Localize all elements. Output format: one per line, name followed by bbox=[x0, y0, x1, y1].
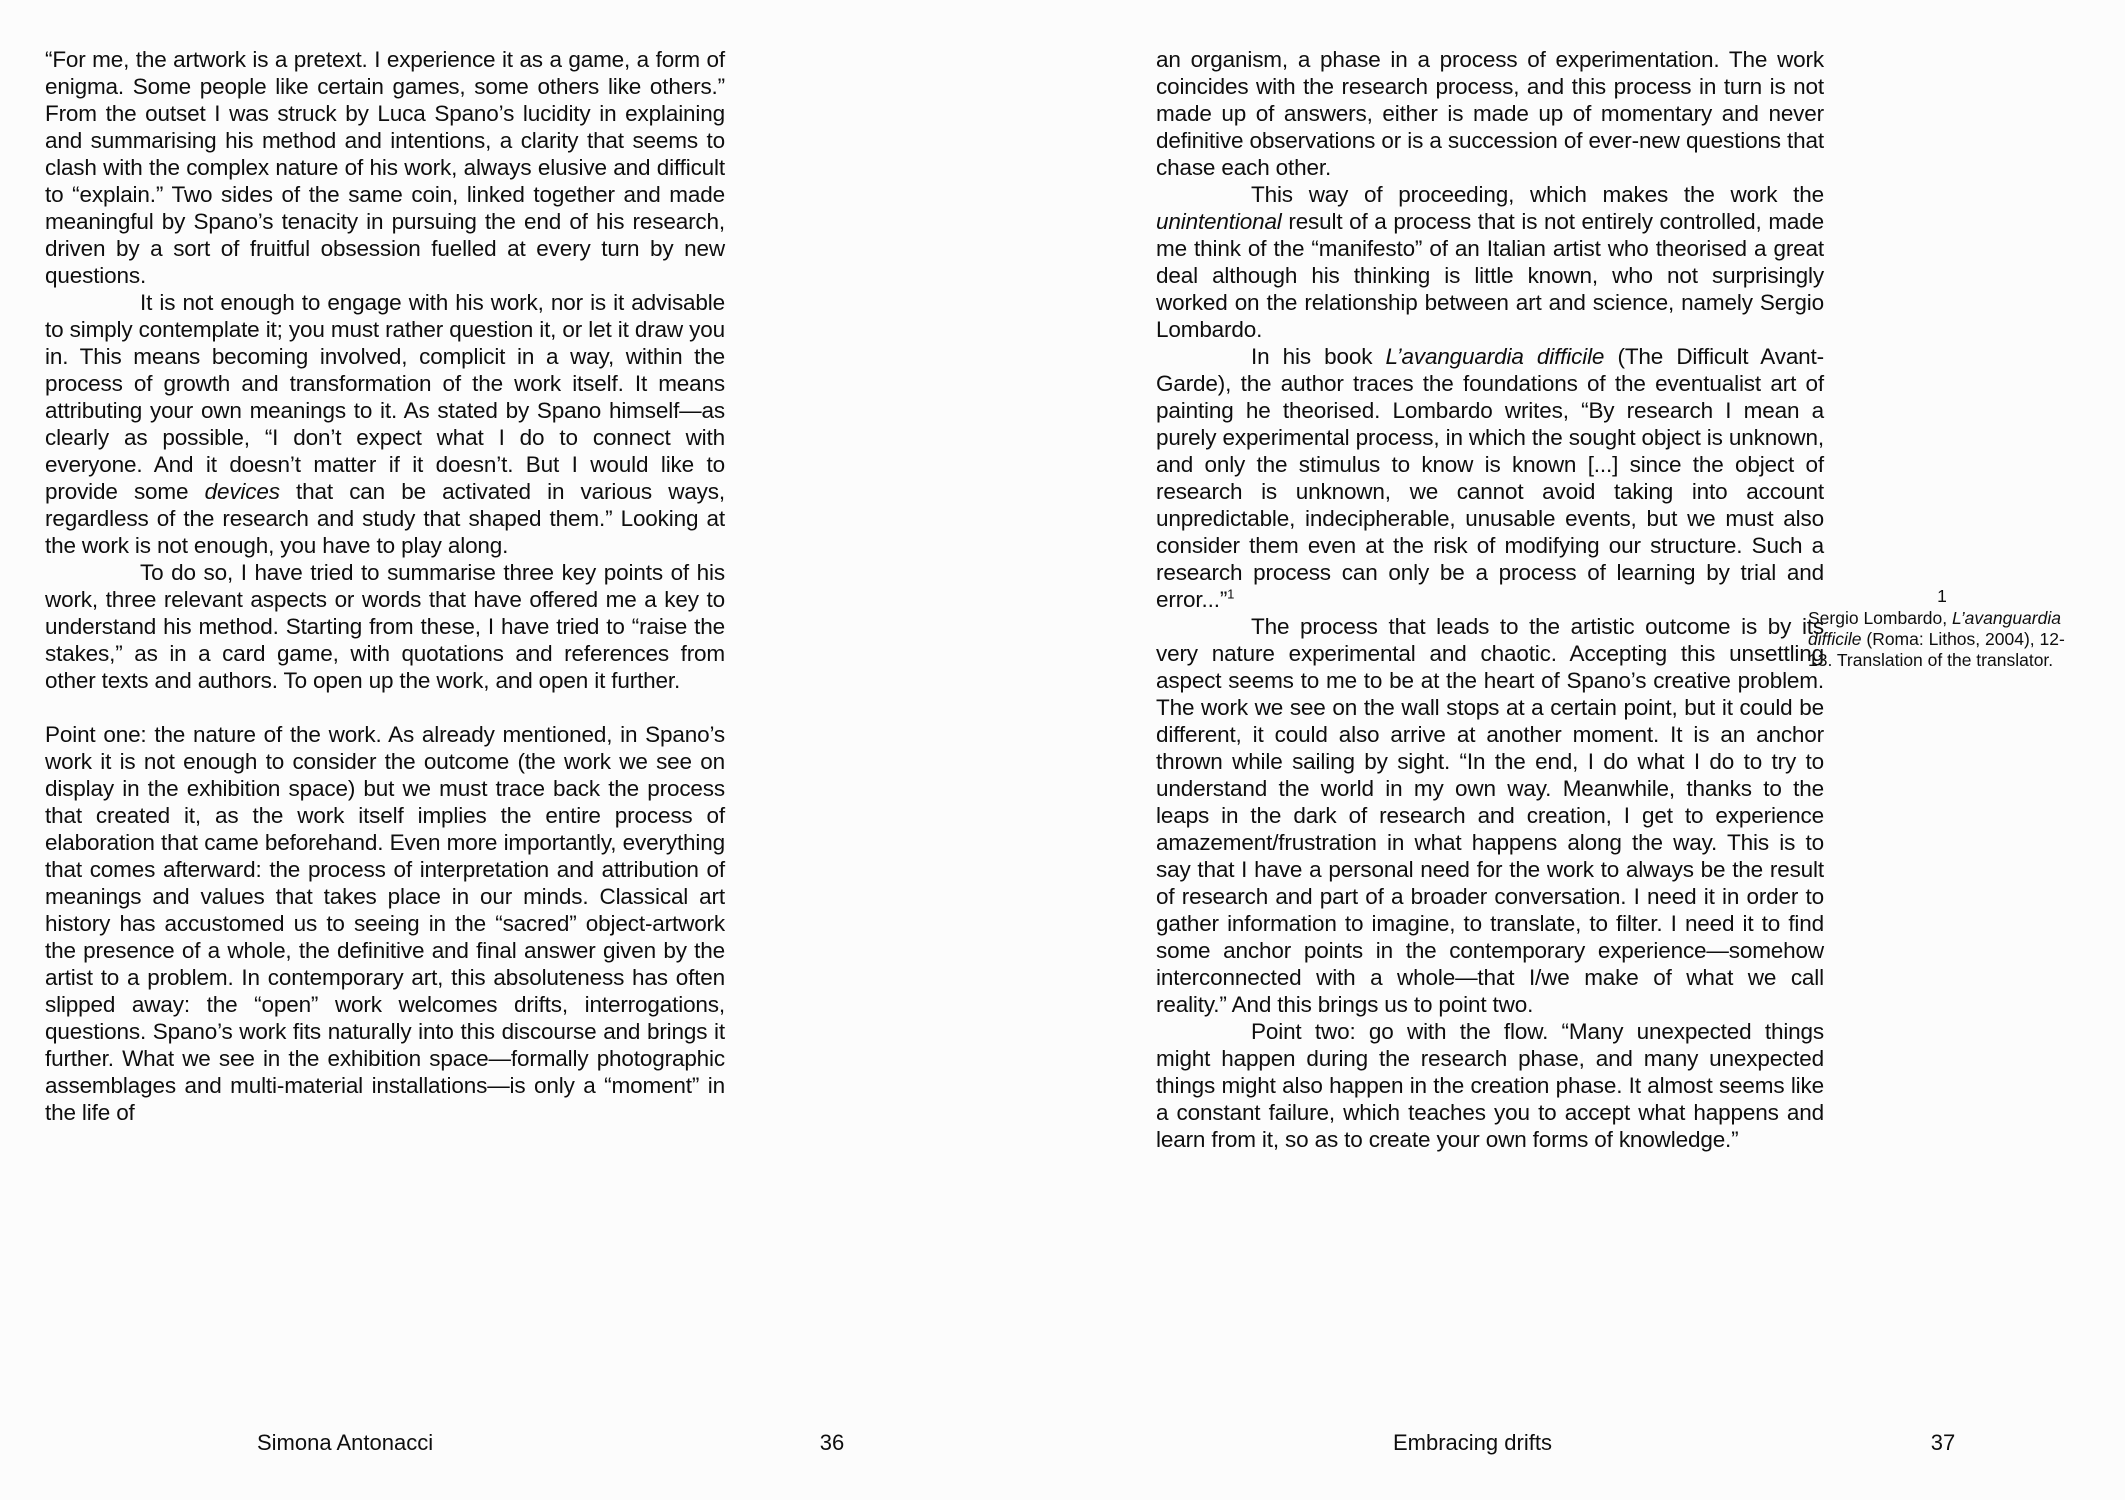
footnote-number: 1 bbox=[1937, 586, 1947, 606]
paragraph: “For me, the artwork is a pretext. I experience it as a game, a form of enigma. Some people like certain games, some others like others.” From the outset I was struck by Luca Spano’s lucidity in explaining and summarising his method and intentions, a clarity that seems to clash with the complex nature of his work, always elusive and difficult to “explain.” Two sides of the same coin, linked together and made meaningful by Spano’s tenacity in pursuing the end of his research, driven by a sort of fruitful obsession fuelled at every turn by new questions. bbox=[45, 47, 725, 288]
paragraph: To do so, I have tried to summarise three key points of his work, three relevant aspects or words that have offered me a key to understand his method. Starting from these, I have tried to “raise the stakes,” as in a card game, with quotations and references from other texts and authors. To open up the work, and open it further. bbox=[45, 560, 725, 693]
footer-page-number-left: 36 bbox=[819, 1430, 845, 1455]
paragraph: Point two: go with the flow. “Many unexpected things might happen during the research phase, and many unexpected things might also happen in the creation phase. It almost seems like a constant failure, which teaches you to accept what happens and learn from it, so as to create your own forms of knowledge.” bbox=[1156, 1019, 1824, 1152]
footer-title: Embracing drifts bbox=[1393, 1430, 1552, 1455]
paragraph: This way of proceeding, which makes the work the unintentional result of a process that is not entirely controlled, made me think of the “manifesto” of an Italian artist who theorised a great deal although his thinking is little known, who not surprisingly worked on the relationship between art and science, namely Sergio Lombardo. bbox=[1156, 182, 1824, 342]
paragraph: The process that leads to the artistic outcome is by its very nature experimental and chaotic. Accepting this unsettling aspect seems to me to be at the heart of Spano’s creative problem. The work we see on the wall stops at a certain point, but it could be different, it could also arrive at another moment. It is an anchor thrown while sailing by sight. “In the end, I do what I do to try to understand the world in my own way. Meanwhile, thanks to the leaps in the dark of research and creation, I get to experience amazement/frustration in what happens along the way. This is to say that I have a personal need for the work to always be the result of research and part of a broader conversation. I need it in order to gather information to imagine, to translate, to filter. I need it to find some anchor points in the contemporary experience—somehow interconnected with a whole—that I/we make of what we call reality.” And this brings us to point two. bbox=[1156, 614, 1824, 1017]
right-text-column bbox=[1156, 46, 1824, 1153]
paragraph: It is not enough to engage with his work, nor is it advisable to simply contemplate it; you must rather question it, or let it draw you in. This means becoming involved, complicit in a way, within the process of growth and transformation of the work itself. It means attributing your own meanings to it. As stated by Spano himself—as clearly as possible, “I don’t expect what I do to connect with everyone. And it doesn’t matter if it doesn’t. But I would like to provide some devices that can be activated in various ways, regardless of the research and study that shaped them.” Looking at the work is not enough, you have to play along. bbox=[45, 290, 725, 558]
footnote-text: Sergio Lombardo, L’avanguardia difficile (Roma: Lithos, 2004), 12-13. Translation of the translator. bbox=[1808, 608, 2065, 670]
paragraph: Point one: the nature of the work. As already mentioned, in Spano’s work it is not enough to consider the outcome (the work we see on display in the exhibition space) but we must trace back the process that created it, as the work itself implies the entire process of elaboration that came beforehand. Even more importantly, everything that comes afterward: the process of interpretation and attribution of meanings and values that takes place in our minds. Classical art history has accustomed us to seeing in the “sacred” object-artwork the presence of a whole, the definitive and final answer given by the artist to a problem. In contemporary art, this absoluteness has often slipped away: the “open” work welcomes drifts, interrogations, questions. Spano’s work fits naturally into this discourse and brings it further. What we see in the exhibition space—formally photographic assemblages and multi-material installations—is only a “moment” in the life of bbox=[45, 722, 725, 1125]
paragraph: In his book L’avanguardia difficile (The Difficult Avant-Garde), the author traces the foundations of the eventualist art of painting he theorised. Lombardo writes, “By research I mean a purely experimental process, in which the sought object is unknown, and only the stimulus to know is known [...] since the object of research is unknown, we cannot avoid taking into account unpredictable, indecipherable, unusable events, but we must also consider them even at the risk of modifying our structure. Such a research process can only be a process of learning by trial and error...”$^1$ bbox=[1156, 344, 1824, 612]
footer-page-number-right: 37 bbox=[1930, 1430, 1956, 1455]
paragraph: an organism, a phase in a process of experimentation. The work coincides with the research process, and this process in turn is not made up of answers, either is made up of momentary and never definitive observations or is a succession of ever-new questions that chase each other. bbox=[1156, 47, 1824, 180]
footnote bbox=[1808, 586, 2076, 671]
footer-author: Simona Antonacci bbox=[257, 1430, 434, 1455]
